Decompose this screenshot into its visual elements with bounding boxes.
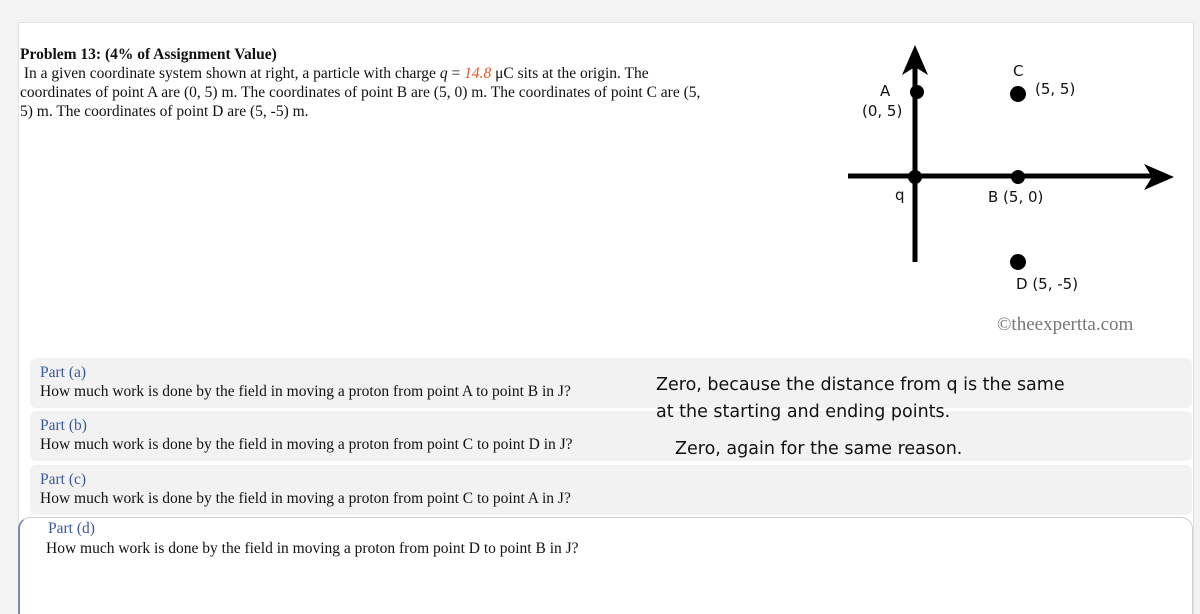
- point-d-dot: [1010, 254, 1026, 270]
- equals-sign: =: [447, 65, 465, 82]
- handwritten-answer-b: Zero, again for the same reason.: [675, 439, 963, 459]
- copyright-watermark: ©theexpertta.com: [997, 314, 1134, 335]
- part-b-question: How much work is done by the field in moving a proton from point C to point D in J?: [40, 436, 573, 453]
- answer-a-line-2: at the starting and ending points.: [656, 402, 951, 422]
- part-d[interactable]: [18, 517, 1193, 614]
- problem-line-2: coordinates of point A are (0, 5) m. The coordinates of point B are (5, 0) m. The coordinates of point C are (5,: [20, 84, 701, 101]
- charge-symbol: q: [439, 65, 448, 82]
- origin-dot: [908, 170, 922, 184]
- part-d-question: How much work is done by the field in moving a proton from point D to point B in J?: [46, 540, 579, 557]
- part-a-label: Part (a): [40, 364, 87, 381]
- point-c-label: C: [1013, 62, 1024, 80]
- part-b-label: Part (b): [40, 417, 87, 434]
- handwritten-answer-a: [656, 372, 1065, 426]
- part-c-question: How much work is done by the field in moving a proton from point C to point A in J?: [40, 490, 571, 507]
- point-a-label: A: [880, 82, 891, 100]
- problem-line-3: 5) m. The coordinates of point D are (5, -5) m.: [20, 103, 309, 120]
- answer-a-line-1: Zero, because the distance from q is the same: [656, 375, 1065, 395]
- part-d-label: Part (d): [48, 520, 95, 537]
- part-c[interactable]: [30, 465, 1192, 515]
- part-a-question: How much work is done by the field in moving a proton from point A to point B in J?: [40, 383, 571, 400]
- point-b-dot: [1011, 170, 1025, 184]
- point-b-label: B (5, 0): [988, 188, 1044, 206]
- coordinate-diagram: [838, 40, 1188, 300]
- charge-label: q: [895, 186, 905, 204]
- charge-value: 14.8: [464, 65, 492, 82]
- point-a-dot: [910, 85, 924, 99]
- part-c-label: Part (c): [40, 471, 87, 488]
- point-d-label: D (5, -5): [1016, 275, 1079, 293]
- problem-statement: [20, 45, 790, 121]
- point-a-coord: (0, 5): [862, 102, 903, 120]
- point-c-coord: (5, 5): [1035, 80, 1076, 98]
- problem-line-1-prefix: In a given coordinate system shown at right, a particle with charge: [23, 65, 440, 82]
- problem-title: Problem 13: (4% of Assignment Value): [20, 46, 277, 63]
- point-c-dot: [1010, 86, 1026, 102]
- problem-line-1-suffix: μC sits at the origin. The: [491, 65, 649, 82]
- problem-line-1: [20, 64, 790, 83]
